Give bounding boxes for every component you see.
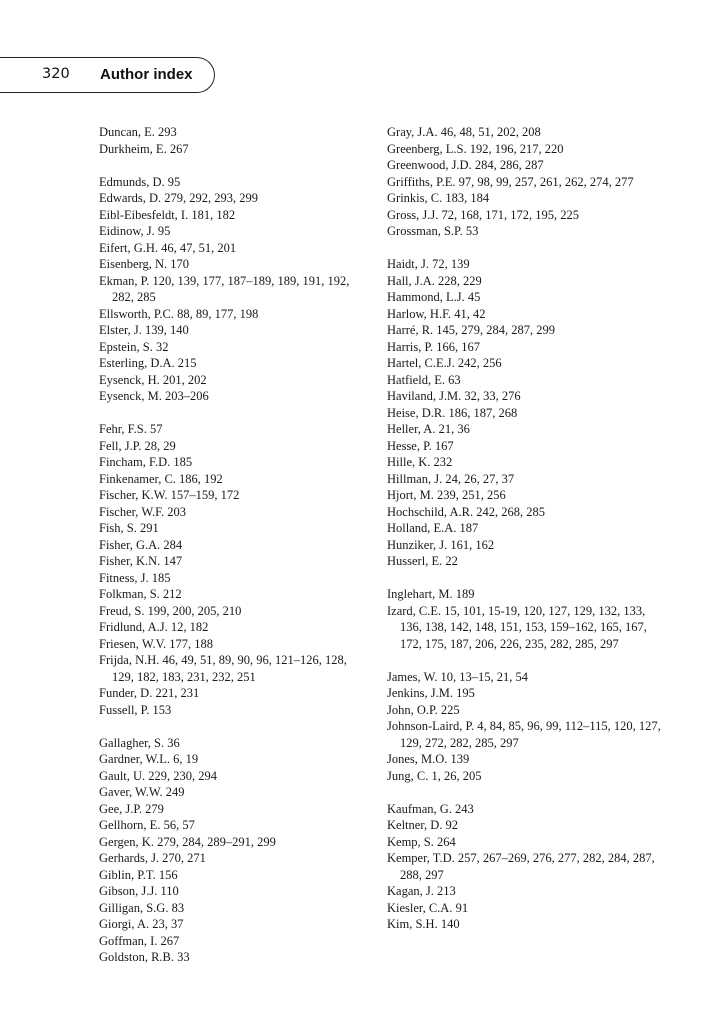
- index-entry: Eifert, G.H. 46, 47, 51, 201: [99, 240, 237, 255]
- index-entry: Holland, E.A. 187: [387, 521, 479, 535]
- index-entry: Elster, J. 139, 140: [99, 323, 189, 337]
- index-entry: Gilligan, S.G. 83: [99, 900, 185, 915]
- index-entry: Hesse, P. 167: [387, 438, 454, 453]
- index-entry: Friesen, W.V. 177, 188: [99, 636, 214, 651]
- index-entry: Heise, D.R. 186, 187, 268: [387, 405, 518, 420]
- index-entry: Hille, K. 232: [387, 455, 453, 469]
- index-entry: Heller, A. 21, 36: [387, 422, 470, 436]
- index-entry: Kaufman, G. 243: [387, 801, 474, 816]
- index-entry: Greenwood, J.D. 284, 286, 287: [387, 158, 544, 172]
- index-entry: Hartel, C.E.J. 242, 256: [387, 356, 502, 370]
- index-entry: Gross, J.J. 72, 168, 171, 172, 195, 225: [387, 207, 580, 222]
- index-entry: Grossman, S.P. 53: [387, 224, 479, 238]
- index-entry: Eysenck, H. 201, 202: [99, 372, 207, 387]
- index-entry: Durkheim, E. 267: [99, 141, 189, 156]
- index-entry: John, O.P. 225: [387, 702, 460, 717]
- letter-gap: [99, 718, 361, 735]
- index-entry: Edmunds, D. 95: [99, 174, 181, 189]
- index-entry: Keltner, D. 92: [387, 818, 459, 832]
- index-entry: Hillman, J. 24, 26, 27, 37: [387, 471, 515, 486]
- index-entry: Esterling, D.A. 215: [99, 356, 197, 370]
- index-entry: Duncan, E. 293: [99, 125, 177, 139]
- letter-gap: [387, 240, 667, 257]
- index-entry: James, W. 10, 13–15, 21, 54: [387, 669, 528, 684]
- index-entry: Fischer, K.W. 157–159, 172: [99, 488, 240, 502]
- index-entry: Fisher, G.A. 284: [99, 537, 183, 552]
- index-entry: Gergen, K. 279, 284, 289–291, 299: [99, 834, 276, 849]
- index-entry: Kemper, T.D. 257, 267–269, 276, 277, 282, 284, 287, 288, 297: [387, 851, 655, 882]
- index-entry: Fish, S. 291: [99, 521, 159, 535]
- page-number: 320: [42, 66, 70, 82]
- index-entry: Kagan, J. 213: [387, 884, 456, 898]
- index-entry: Jung, C. 1, 26, 205: [387, 768, 482, 783]
- index-entry: Griffiths, P.E. 97, 98, 99, 257, 261, 262, 274, 277: [387, 174, 634, 189]
- letter-gap: [99, 405, 361, 422]
- letter-gap: [387, 570, 667, 587]
- index-entry: Fridlund, A.J. 12, 182: [99, 620, 209, 634]
- index-entry: Giorgi, A. 23, 37: [99, 917, 184, 931]
- index-entry: Husserl, E. 22: [387, 554, 458, 568]
- index-entry: Gibson, J.J. 110: [99, 884, 179, 898]
- index-entry: Freud, S. 199, 200, 205, 210: [99, 603, 242, 618]
- index-entry: Eidinow, J. 95: [99, 224, 171, 238]
- index-entry: Haidt, J. 72, 139: [387, 257, 470, 271]
- index-entry: Gray, J.A. 46, 48, 51, 202, 208: [387, 125, 541, 139]
- index-entry: Fincham, F.D. 185: [99, 455, 193, 469]
- index-entry: Fell, J.P. 28, 29: [99, 438, 176, 453]
- index-entry: Jenkins, J.M. 195: [387, 686, 475, 700]
- index-entry: Harris, P. 166, 167: [387, 339, 481, 354]
- index-entry: Hochschild, A.R. 242, 268, 285: [387, 504, 545, 519]
- index-entry: Finkenamer, C. 186, 192: [99, 471, 223, 486]
- index-entry: Goffman, I. 267: [99, 933, 180, 948]
- index-entry: Giblin, P.T. 156: [99, 867, 178, 882]
- index-entry: Goldston, R.B. 33: [99, 950, 190, 964]
- page-title: Author index: [100, 66, 193, 83]
- index-entry: Eysenck, M. 203–206: [99, 389, 209, 403]
- index-entry: Kemp, S. 264: [387, 834, 456, 849]
- index-entry: Edwards, D. 279, 292, 293, 299: [99, 191, 259, 205]
- index-entry: Gardner, W.L. 6, 19: [99, 752, 199, 766]
- index-entry: Eisenberg, N. 170: [99, 257, 190, 271]
- index-entry: Folkman, S. 212: [99, 587, 182, 601]
- index-entry: Fehr, F.S. 57: [99, 422, 163, 436]
- index-entry: Gerhards, J. 270, 271: [99, 851, 206, 865]
- index-entry: Fussell, P. 153: [99, 702, 172, 717]
- letter-gap: [387, 652, 667, 669]
- index-entry: Gellhorn, E. 56, 57: [99, 818, 195, 832]
- letter-gap: [387, 784, 667, 801]
- index-entry: Gee, J.P. 279: [99, 801, 164, 816]
- index-entry: Ekman, P. 120, 139, 177, 187–189, 189, 191, 192, 282, 285: [99, 273, 350, 304]
- index-entry: Jones, M.O. 139: [387, 752, 470, 766]
- index-entry: Hall, J.A. 228, 229: [387, 273, 482, 288]
- index-entry: Hjort, M. 239, 251, 256: [387, 488, 506, 502]
- index-entry: Harré, R. 145, 279, 284, 287, 299: [387, 323, 556, 337]
- index-entry: Izard, C.E. 15, 101, 15-19, 120, 127, 129, 132, 133, 136, 138, 142, 148, 151, 153, 159–162, 165, 167, 172, 175, 187, 206, 226, 235, 282, 285, 297: [387, 603, 647, 651]
- index-entry: Kiesler, C.A. 91: [387, 900, 469, 915]
- index-entry: Funder, D. 221, 231: [99, 686, 200, 700]
- index-entry: Fischer, W.F. 203: [99, 504, 187, 519]
- index-entry: Gallagher, S. 36: [99, 735, 180, 750]
- index-entry: Gaver, W.W. 249: [99, 785, 185, 799]
- index-entry: Frijda, N.H. 46, 49, 51, 89, 90, 96, 121–126, 128, 129, 182, 183, 231, 232, 251: [99, 653, 347, 684]
- index-entry: Haviland, J.M. 32, 33, 276: [387, 389, 521, 403]
- index-column-right: [387, 124, 667, 933]
- index-entry: Grinkis, C. 183, 184: [387, 191, 490, 205]
- index-entry: Gault, U. 229, 230, 294: [99, 768, 218, 783]
- index-entry: Hunziker, J. 161, 162: [387, 537, 495, 552]
- index-entry: Hatfield, E. 63: [387, 372, 461, 387]
- index-entry: Greenberg, L.S. 192, 196, 217, 220: [387, 141, 564, 156]
- index-entry: Harlow, H.F. 41, 42: [387, 306, 486, 321]
- index-entry: Fitness, J. 185: [99, 570, 171, 585]
- index-entry: Johnson-Laird, P. 4, 84, 85, 96, 99, 112–115, 120, 127, 129, 272, 282, 285, 297: [387, 719, 661, 750]
- index-entry: Epstein, S. 32: [99, 339, 169, 354]
- index-entry: Hammond, L.J. 45: [387, 290, 481, 304]
- index-column-left: [99, 124, 361, 966]
- index-entry: Inglehart, M. 189: [387, 587, 475, 601]
- index-entry: Kim, S.H. 140: [387, 917, 460, 931]
- letter-gap: [99, 157, 361, 174]
- index-entry: Fisher, K.N. 147: [99, 554, 183, 568]
- index-entry: Ellsworth, P.C. 88, 89, 177, 198: [99, 306, 259, 321]
- index-entry: Eibl-Eibesfeldt, I. 181, 182: [99, 207, 236, 222]
